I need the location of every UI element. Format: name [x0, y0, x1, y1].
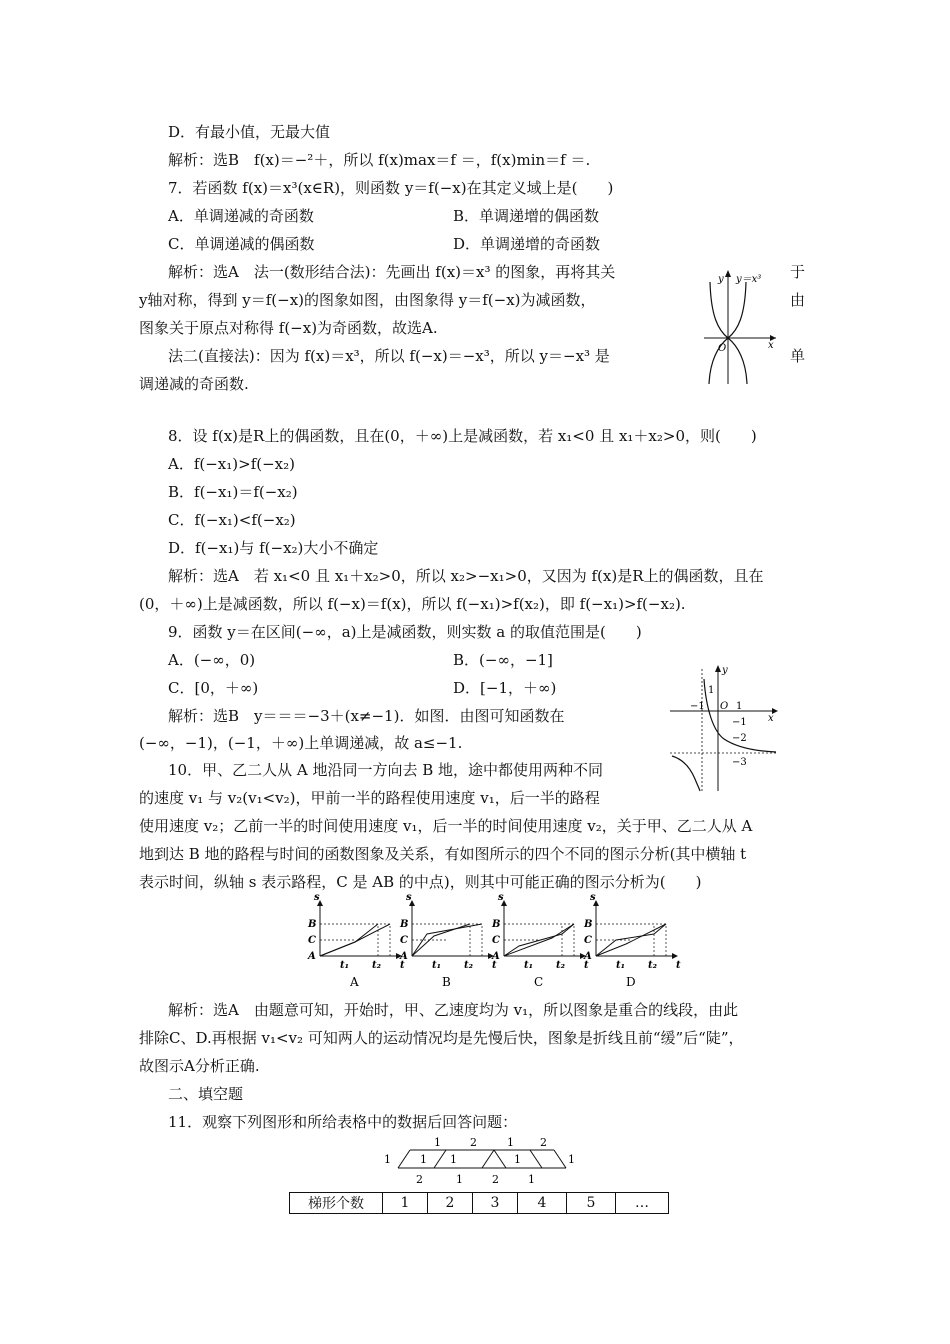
table-cell: 3 [473, 1193, 518, 1214]
point-a-label: A [584, 951, 592, 962]
analysis-q9-line1: 解析：选B y＝＝＝−3＋(x≠−1)．如图．由图可知函数在 [168, 707, 565, 725]
axis-s-label: s [590, 892, 596, 903]
table-cell: 1 [383, 1193, 428, 1214]
table-cell: 4 [518, 1193, 567, 1214]
q8-option-b: B．f(−x₁)＝f(−x₂) [168, 483, 298, 501]
top-label: 1 [507, 1136, 514, 1149]
top-label: 2 [470, 1136, 477, 1149]
label-x: x [768, 340, 774, 351]
panel-caption: B [442, 975, 451, 989]
table-header-cell: 梯形个数 [290, 1193, 383, 1214]
point-b-label: B [492, 919, 501, 930]
question-9: 9．函数 y＝在区间(−∞，a)上是减函数，则实数 a 的取值范围是( ) [168, 623, 642, 641]
analysis-q7-line2-end: 由 [790, 291, 806, 309]
graph-q10-set [300, 892, 690, 990]
label-x: x [768, 713, 774, 724]
s-t-graph-panel [307, 892, 405, 989]
label-y: y [718, 274, 724, 285]
t1-label: t₁ [432, 960, 441, 971]
analysis-q9-line2: (−∞，−1)，(−1，＋∞)上单调递减，故 a≤−1. [139, 734, 463, 752]
analysis-q7-line1-end: 于 [790, 263, 806, 281]
question-10-line2: 的速度 v₁ 与 v₂(v₁<v₂)，甲前一半的路程使用速度 v₁，后一半的路程 [139, 789, 600, 807]
bottom-label: 1 [456, 1173, 463, 1186]
right-label: 1 [568, 1153, 575, 1166]
q9-option-a: A．(−∞，0) [168, 651, 256, 669]
mid-label: 1 [450, 1153, 457, 1166]
q9-option-c: C．[0，＋∞) [168, 679, 259, 697]
label-neg2: −2 [732, 733, 747, 744]
point-a-label: A [308, 951, 316, 962]
analysis-q10-line3: 故图示A分析正确. [139, 1057, 260, 1075]
s-t-graph-panel [583, 892, 681, 989]
point-c-label: C [584, 935, 592, 946]
q7-option-c: C．单调递减的偶函数 [168, 235, 315, 253]
section-fill-in-blank: 二、填空题 [168, 1085, 244, 1103]
trapezoid-figure [380, 1134, 590, 1186]
point-b-label: B [308, 919, 317, 930]
label-neg3: −3 [732, 757, 747, 768]
axis-t-label: t [492, 960, 497, 971]
trapezoid-table [289, 1192, 669, 1214]
point-c-label: C [308, 935, 316, 946]
t1-label: t₁ [524, 960, 533, 971]
panel-caption: A [350, 975, 359, 989]
axis-t-label: t [676, 960, 681, 971]
table-cell: 2 [428, 1193, 473, 1214]
axis-s-label: s [406, 892, 412, 903]
analysis-q7-line4-end: 单 [790, 347, 806, 365]
t2-label: t₂ [464, 960, 473, 971]
analysis-q7-line2: y轴对称，得到 y＝f(−x)的图象如图，由图象得 y＝f(−x)为减函数， [139, 291, 596, 309]
t2-label: t₂ [648, 960, 657, 971]
axis-s-label: s [498, 892, 504, 903]
analysis-q10-line2: 排除C、D.再根据 v₁<v₂ 可知两人的运动情况均是先慢后快，图象是折线且前“缓”后“陡”， [139, 1029, 744, 1047]
point-c-label: C [492, 935, 500, 946]
question-10-line1: 10．甲、乙二人从 A 地沿同一方向去 B 地，途中都使用两种不同 [168, 761, 604, 779]
analysis-q7-line5: 调递减的奇函数. [139, 375, 249, 393]
q7-option-a: A．单调递减的奇函数 [168, 207, 314, 225]
point-a-label: A [492, 951, 500, 962]
graph-q7 [700, 266, 780, 386]
analysis-q8-line1: 解析：选A 若 x₁<0 且 x₁＋x₂>0，所以 x₂>−x₁>0，又因为 f(x)是R上的偶函数，且在 [168, 567, 764, 585]
top-label: 1 [434, 1136, 441, 1149]
panel-caption: D [626, 975, 636, 989]
label-neg1-y: −1 [732, 717, 747, 728]
t1-label: t₁ [340, 960, 349, 971]
question-10-line4: 地到达 B 地的路程与时间的函数图象及关系，有如图所示的四个不同的图示分析(其中横轴 t [139, 845, 747, 863]
point-a-label: A [400, 951, 408, 962]
table-cell: … [616, 1193, 669, 1214]
point-c-label: C [400, 935, 408, 946]
q8-option-d: D．f(−x₁)与 f(−x₂)大小不确定 [168, 539, 379, 557]
bottom-label: 1 [528, 1173, 535, 1186]
graph-q9 [668, 663, 780, 793]
analysis-q7-line3: 图象关于原点对称得 f(−x)为奇函数，故选A. [139, 319, 438, 337]
analysis-q10-line1: 解析：选A 由题意可知，开始时，甲、乙速度均为 v₁，所以图象是重合的线段，由此 [168, 1001, 739, 1019]
t2-label: t₂ [556, 960, 565, 971]
question-10-line3: 使用速度 v₂；乙前一半的时间使用速度 v₁，后一半的时间使用速度 v₂，关于甲、乙二人从 A [139, 817, 753, 835]
mid-label: 1 [420, 1153, 427, 1166]
q8-option-a: A．f(−x₁)>f(−x₂) [168, 455, 295, 473]
q7-option-d: D．单调递增的奇函数 [453, 235, 601, 253]
s-t-graph-panel [399, 892, 497, 989]
analysis-q8-line2: (0，＋∞)上是减函数，所以 f(−x)＝f(x)，所以 f(−x₁)>f(x₂)，即 f(−x₁)>f(−x₂). [139, 595, 686, 613]
label-y: y [722, 665, 728, 676]
analysis-q7-line4: 法二(直接法)：因为 f(x)＝x³，所以 f(−x)＝−x³，所以 y＝−x³ 是 [168, 347, 610, 365]
option-d-prev: D．有最小值，无最大值 [168, 123, 331, 141]
label-neg1-x: −1 [690, 701, 705, 712]
label-origin: O [720, 701, 729, 712]
top-label: 2 [540, 1136, 547, 1149]
q8-option-c: C．f(−x₁)<f(−x₂) [168, 511, 296, 529]
axis-s-label: s [314, 892, 320, 903]
bottom-label: 2 [492, 1173, 499, 1186]
q7-option-b: B．单调递增的偶函数 [453, 207, 600, 225]
s-t-graph-panel [491, 892, 589, 989]
question-10-line5: 表示时间，纵轴 s 表示路程，C 是 AB 的中点)，则其中可能正确的图示分析为( ) [139, 873, 702, 891]
mid-label: 1 [514, 1153, 521, 1166]
q9-option-b: B．(−∞，−1] [453, 651, 553, 669]
bottom-label: 2 [416, 1173, 423, 1186]
question-11: 11．观察下列图形和所给表格中的数据后回答问题： [168, 1113, 518, 1131]
question-8: 8．设 f(x)是R上的偶函数，且在(0，＋∞)上是减函数，若 x₁<0 且 x₁＋x₂>0，则( ) [168, 427, 757, 445]
label-pos1: 1 [736, 701, 743, 712]
axis-t-label: t [400, 960, 405, 971]
question-7: 7．若函数 f(x)＝x³(x∈R)，则函数 y＝f(−x)在其定义域上是( ) [168, 179, 614, 197]
table-row [290, 1193, 669, 1214]
analysis-q7-line1: 解析：选A 法一(数形结合法)：先画出 f(x)＝x³ 的图象，再将其关 [168, 263, 616, 281]
label-one: 1 [708, 685, 715, 696]
point-b-label: B [400, 919, 409, 930]
q10-panels [307, 892, 681, 989]
label-origin: O [718, 343, 727, 354]
point-b-label: B [584, 919, 593, 930]
q9-option-d: D．[−1，＋∞) [453, 679, 557, 697]
s-t-line [504, 924, 574, 956]
t2-label: t₂ [372, 960, 381, 971]
analysis-q6: 解析：选B f(x)＝−²＋，所以 f(x)max＝f ＝，f(x)min＝f ＝. [168, 151, 591, 169]
label-curve: y＝x³ [736, 274, 762, 285]
axis-t-label: t [584, 960, 589, 971]
table-cell: 5 [567, 1193, 616, 1214]
t1-label: t₁ [616, 960, 625, 971]
left-label: 1 [384, 1153, 391, 1166]
panel-caption: C [534, 975, 544, 989]
